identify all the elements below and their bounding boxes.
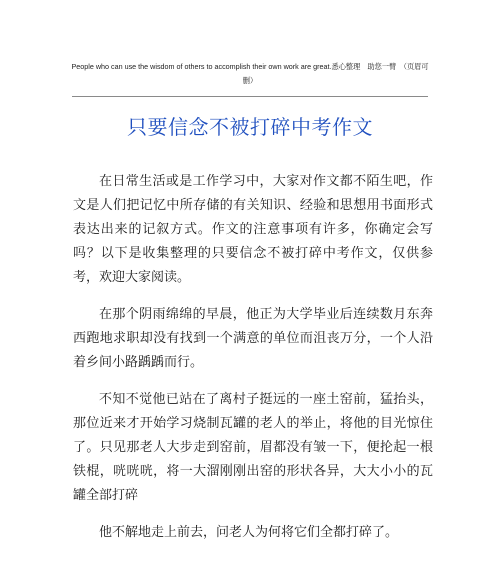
- paragraph: 他不解地走上前去，问老人为何将它们全都打碎了。: [99, 525, 399, 540]
- page-header: [68, 60, 432, 88]
- paragraph: 不知不觉他已站在了离村子挺远的一座土窑前，猛抬头，那位近来才开始学习烧制瓦罐的老人的举止，将他的目光惊住了。只见那老人大步走到窑前，眉都没有皱一下，便抡起一根铁棍，咣咣咣，将一大溜刚刚出窑的形状各异，大大小小的瓦罐全部打碎: [73, 392, 433, 503]
- header-chinese-text: 悉心整理 助您一臂 （页眉可删）: [242, 62, 429, 85]
- header-divider: [72, 96, 428, 97]
- document-body: [73, 170, 433, 558]
- header-english-text: People who can use the wisdom of others to accomplish their own work are great.: [71, 62, 332, 71]
- paragraph: 在那个阴雨绵绵的早晨，他正为大学毕业后连续数月东奔西跑地求职却没有找到一个满意的单位而沮丧万分，一个人沿着乡间小路踽踽而行。: [73, 307, 433, 370]
- document-title: 只要信念不被打碎中考作文: [127, 115, 373, 139]
- paragraph: 在日常生活或是工作学习中，大家对作文都不陌生吧，作文是人们把记忆中所存储的有关知识、经验和思想用书面形式表达出来的记叙方式。作文的注意事项有许多，你确定会写吗？以下是收集整理的只要信念不被打碎中考作文，仅供参考，欢迎大家阅读。: [73, 174, 433, 285]
